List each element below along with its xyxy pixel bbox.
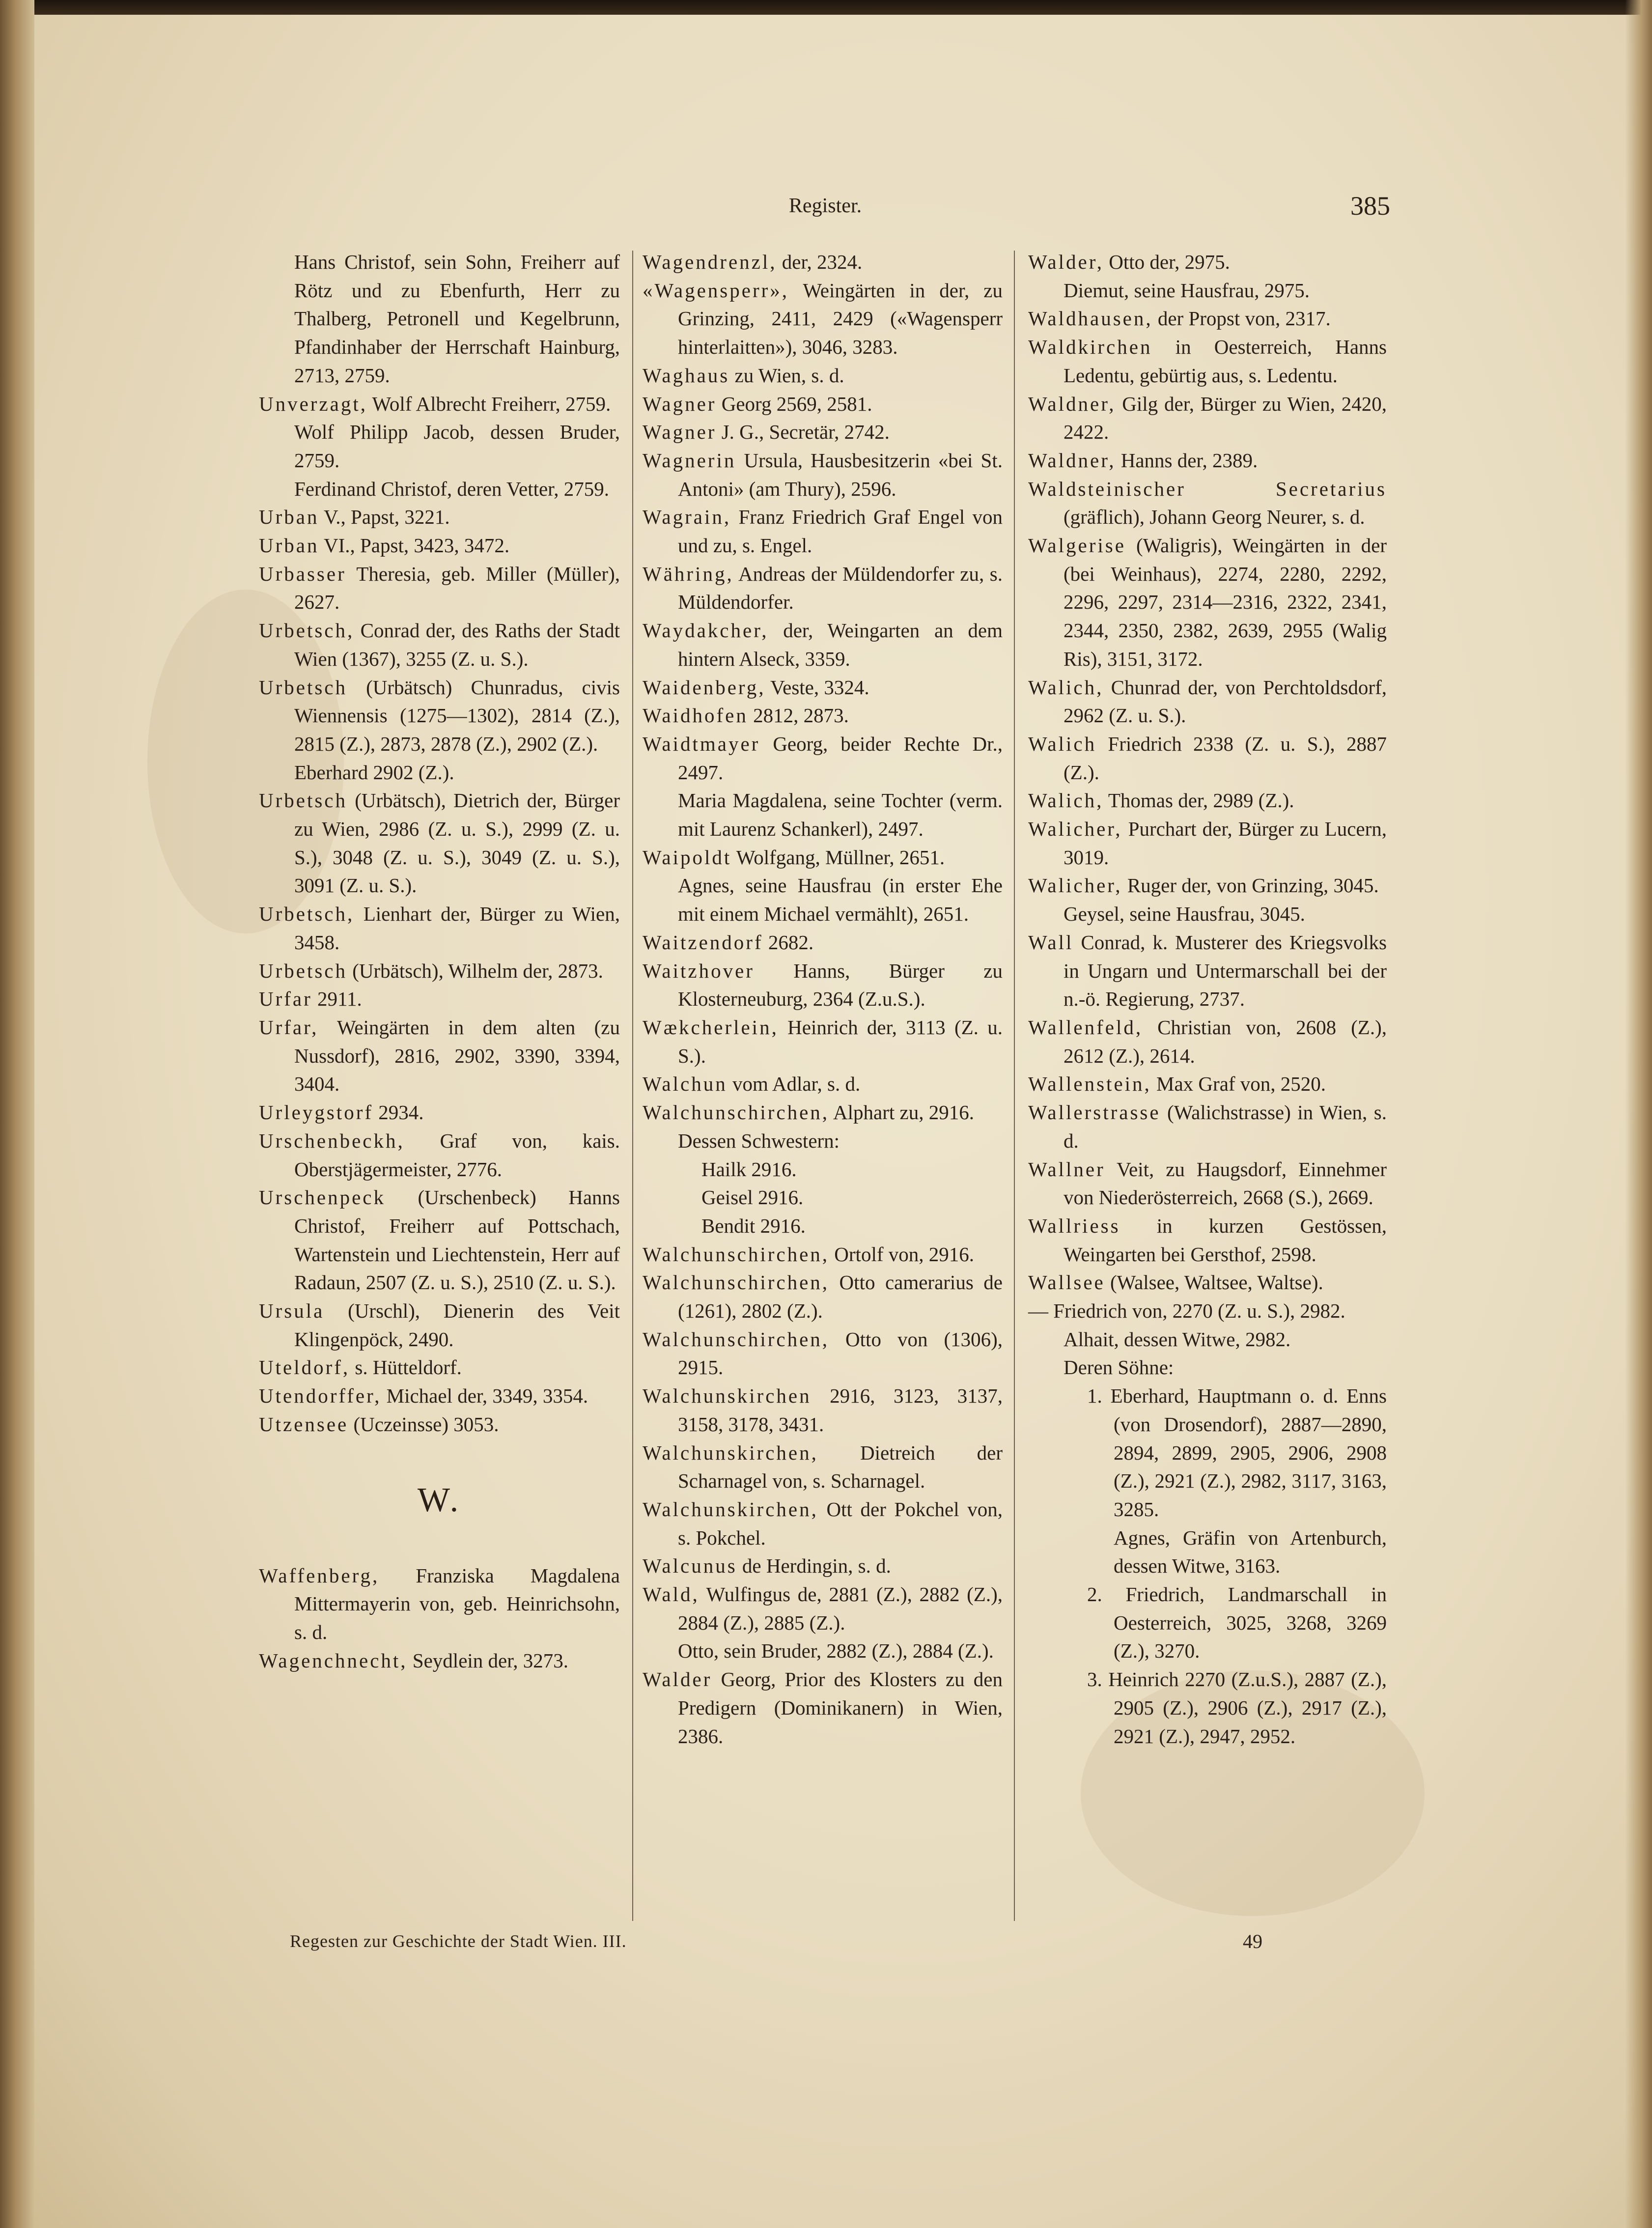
- index-entry-heading: Walicher,: [1028, 874, 1122, 897]
- index-entry-text: Otto, sein Bruder, 2882 (Z.), 2884 (Z.).: [678, 1639, 994, 1663]
- index-entry: [643, 1099, 1003, 1127]
- index-entry-heading: Uteldorf,: [259, 1356, 350, 1379]
- index-entry-text: Graf von, kais. Oberstjägermeister, 2776.: [294, 1129, 620, 1181]
- index-entry: [259, 759, 620, 787]
- index-entry: [643, 277, 1003, 362]
- index-column-1: [259, 248, 620, 1675]
- index-entry-text: Geisel 2916.: [701, 1186, 804, 1209]
- index-entry-heading: Wagrain,: [643, 506, 731, 529]
- index-entry-heading: Wald,: [643, 1583, 700, 1606]
- index-entry-text: Wolfgang, Müllner, 2651.: [731, 846, 945, 869]
- index-entry-text: Hans Christof, sein Sohn, Freiherr auf Rötz und zu Ebenfurth, Herr zu Thalberg, Petronell und Kegelbrunn, Pfandinhaber der Herrschaft Hainburg, 2713, 2759.: [294, 251, 620, 387]
- index-entry: [643, 1580, 1003, 1637]
- index-entry-heading: Ursula: [259, 1299, 325, 1323]
- index-entry-text: Conrad, k. Musterer des Kriegsvolks in Ungarn und Untermarschall bei der n.-ö. Regierung, 2737.: [1064, 931, 1387, 1011]
- footer-title: Regesten zur Geschichte der Stadt Wien. III.: [290, 1931, 627, 1951]
- index-entry-heading: Walchunskirchen: [643, 1384, 812, 1408]
- index-entry-text: s. Hütteldorf.: [350, 1356, 462, 1379]
- index-column-3: [1028, 248, 1387, 1750]
- index-entry-text: Eberhard 2902 (Z.).: [294, 761, 454, 784]
- index-entry-text: Hailk 2916.: [701, 1157, 797, 1181]
- index-entries-u: [259, 248, 620, 1439]
- index-entry-heading: Wagenchnecht,: [259, 1649, 408, 1672]
- section-letter: W.: [417, 1481, 462, 1519]
- index-entry-heading: Wagner: [643, 421, 717, 444]
- index-entry-text: Ott der Pokchel von, s. Pokchel.: [678, 1497, 1003, 1549]
- index-entry: [259, 1410, 620, 1439]
- index-entry-text: 2934.: [373, 1101, 424, 1124]
- index-entry: [643, 617, 1003, 673]
- index-entry: [1028, 1156, 1387, 1212]
- index-entry-heading: Waidtmayer: [643, 732, 760, 755]
- index-entry: [643, 730, 1003, 787]
- index-entry: [1028, 929, 1387, 1014]
- index-entry: [1028, 1524, 1387, 1580]
- index-entry-heading: Urbetsch,: [259, 619, 355, 642]
- index-entry: [643, 844, 1003, 872]
- index-entry-text: in Oesterreich, Hanns Ledentu, gebürtig aus, s. Ledentu.: [1064, 336, 1387, 387]
- index-entry-heading: Währing,: [643, 562, 734, 585]
- index-entry-text: Seydlein der, 3273.: [407, 1649, 568, 1672]
- index-entry-heading: Utzensee: [259, 1412, 349, 1436]
- index-entry: [259, 1562, 620, 1647]
- index-entry-text: Thomas der, 2989 (Z.).: [1103, 789, 1294, 812]
- index-entry-heading: Urban: [259, 534, 319, 557]
- index-entry: [643, 248, 1003, 277]
- index-entry-text: Weingärten in dem alten (zu Nussdorf), 2816, 2902, 3390, 3394, 3404.: [294, 1015, 620, 1096]
- index-entry: [643, 1241, 1003, 1269]
- index-entry-heading: Waldkirchen: [1028, 336, 1152, 359]
- index-entry-text: der, 2324.: [777, 251, 863, 273]
- index-entry-heading: Urfar: [259, 987, 312, 1011]
- index-entry: [259, 617, 620, 673]
- index-entry-text: Maria Magdalena, seine Tochter (verm. mit Laurenz Schankerl), 2497.: [678, 789, 1003, 841]
- index-entry-heading: Walgerise: [1028, 534, 1126, 557]
- index-entry-text: Diemut, seine Hausfrau, 2975.: [1064, 279, 1310, 302]
- index-entry-text: Heinrich der, 3113 (Z. u. S.).: [678, 1015, 1003, 1067]
- index-entry-heading: Wallenstein,: [1028, 1072, 1151, 1096]
- index-entry: [259, 1184, 620, 1297]
- index-entry-text: der, Weingarten an dem hintern Alseck, 3359.: [678, 619, 1003, 670]
- index-entry: [643, 957, 1003, 1014]
- index-entry: [643, 1637, 1003, 1665]
- index-entry-text: Wulfingus de, 2881 (Z.), 2882 (Z.), 2884 (Z.), 2885 (Z.).: [678, 1583, 1003, 1634]
- index-column-2: [643, 248, 1003, 1750]
- index-entry-heading: Walder: [643, 1668, 712, 1691]
- index-entry-text: (Urbätsch), Wilhelm der, 2873.: [347, 959, 603, 982]
- index-entry: [643, 560, 1003, 617]
- index-entries-w: [259, 1562, 620, 1675]
- index-entry: [643, 929, 1003, 957]
- index-entry-heading: Walich,: [1028, 676, 1104, 699]
- index-entry-text: (gräflich), Johann Georg Neurer, s. d.: [1064, 506, 1365, 529]
- index-entry-heading: Waldner,: [1028, 449, 1116, 472]
- index-entry: [1028, 1382, 1387, 1524]
- index-entry-text: der Propst von, 2317.: [1152, 307, 1331, 330]
- index-entry-heading: Walchunschirchen,: [643, 1327, 830, 1351]
- index-entry-heading: Wall: [1028, 931, 1074, 954]
- index-entry: [643, 1014, 1003, 1070]
- index-entry: [259, 1647, 620, 1675]
- index-entry: [1028, 1212, 1387, 1269]
- index-entry-text: in kurzen Gestössen, Weingarten bei Gersthof, 2598.: [1064, 1214, 1387, 1266]
- index-entry-text: Georg, Prior des Klosters zu den Predigern (Dominikanern) in Wien, 2386.: [678, 1668, 1003, 1748]
- index-entry: [1028, 333, 1387, 390]
- index-entry: [643, 702, 1003, 730]
- index-entry: [259, 1014, 620, 1099]
- index-entry-text: Wolf Albrecht Freiherr, 2759.: [367, 392, 611, 415]
- index-entry-text: Otto von (1306), 2915.: [678, 1327, 1003, 1379]
- index-entry: [1028, 1326, 1387, 1354]
- index-entry: [643, 1665, 1003, 1750]
- index-entry-text: Andreas der Müldendorfer zu, s. Müldendorfer.: [678, 562, 1003, 614]
- index-entry: [1028, 277, 1387, 305]
- index-entry-heading: Walicher,: [1028, 818, 1122, 841]
- index-entry: [1028, 1354, 1387, 1382]
- index-entry-text: Conrad der, des Raths der Stadt Wien (1367), 3255 (Z. u. S.).: [294, 619, 620, 670]
- index-entry-text: 3. Heinrich 2270 (Z.u.S.), 2887 (Z.), 2905 (Z.), 2906 (Z.), 2917 (Z.), 2921 (Z.), 2947, 2952.: [1087, 1668, 1387, 1748]
- signature-mark: 49: [1243, 1930, 1262, 1952]
- index-entry-text: Veit, zu Haugsdorf, Einnehmer von Niederösterreich, 2668 (S.), 2669.: [1064, 1157, 1387, 1209]
- index-entry-heading: Waffenberg,: [259, 1564, 380, 1587]
- index-entry: [1028, 390, 1387, 447]
- column-rule: [1014, 251, 1015, 1921]
- index-entry: [259, 1382, 620, 1410]
- index-entry-heading: Utendorffer,: [259, 1384, 382, 1408]
- index-entry-heading: Waldsteinischer Secretarius: [1028, 477, 1387, 500]
- index-entry-text: Dietreich der Scharnagel von, s. Scharnagel.: [678, 1441, 1003, 1493]
- index-entry: [1028, 1580, 1387, 1665]
- index-entry-heading: Urleygstorf: [259, 1101, 374, 1124]
- index-entry: [643, 1495, 1003, 1552]
- index-entry: [643, 1326, 1003, 1382]
- index-entry-text: de Herdingin, s. d.: [737, 1554, 891, 1578]
- index-entry-heading: Walchun: [643, 1072, 728, 1096]
- index-entry-text: Franziska Magdalena Mittermayerin von, geb. Heinrichsohn, s. d.: [294, 1564, 620, 1643]
- index-entry: [259, 900, 620, 957]
- index-entry: [1028, 532, 1387, 674]
- index-entry: [643, 418, 1003, 447]
- index-entry: [259, 1354, 620, 1382]
- index-entry-text: J. G., Secretär, 2742.: [716, 421, 890, 444]
- index-entry: [259, 560, 620, 617]
- index-entry-heading: Urschenpeck: [259, 1186, 386, 1209]
- index-entry: [1028, 1014, 1387, 1070]
- index-entry-text: (Waligris), Weingärten in der (bei Weinhaus), 2274, 2280, 2292, 2296, 2297, 2314—2316, 2322, 2341, 2344, 2350, 2382, 2639, 2955 (Walig Ris), 3151, 3172.: [1064, 534, 1387, 670]
- index-entry: [643, 1269, 1003, 1325]
- index-entry-heading: Urbetsch: [259, 789, 348, 812]
- index-entry: [1028, 248, 1387, 277]
- index-entry-heading: Wallsee: [1028, 1271, 1105, 1294]
- index-entry: [1028, 872, 1387, 900]
- index-entry-heading: Urbasser: [259, 562, 346, 585]
- index-entry-text: Hanns, Bürger zu Klosterneuburg, 2364 (Z.u.S.).: [678, 959, 1003, 1011]
- index-entry-heading: Unverzagt,: [259, 392, 367, 415]
- page-edge-shadow: [1625, 0, 1652, 2228]
- index-entry-heading: Walchunskirchen,: [643, 1497, 818, 1521]
- index-entry: [1028, 815, 1387, 872]
- index-entry: [259, 1099, 620, 1127]
- index-entry: [1028, 674, 1387, 730]
- index-entry-text: Theresia, geb. Miller (Müller), 2627.: [294, 562, 620, 614]
- index-entry-heading: Urbetsch: [259, 676, 348, 699]
- index-entry-heading: Waldhausen,: [1028, 307, 1153, 330]
- index-entry-text: Franz Friedrich Graf Engel von und zu, s. Engel.: [678, 506, 1003, 557]
- index-entry-text: Chunrad der, von Perchtoldsdorf, 2962 (Z. u. S.).: [1064, 676, 1387, 727]
- index-entry-heading: «Wagensperr»,: [643, 279, 789, 302]
- index-entry: [259, 985, 620, 1014]
- index-entry-heading: Waydakcher,: [643, 619, 769, 642]
- index-entry-text: Bendit 2916.: [701, 1214, 806, 1237]
- index-entry: [1028, 1269, 1387, 1297]
- index-entry-heading: Wagner: [643, 392, 717, 415]
- index-entry: [1028, 305, 1387, 333]
- index-entry-text: Otto der, 2975.: [1103, 251, 1230, 273]
- index-entry-text: (Uczeinsse) 3053.: [348, 1412, 499, 1436]
- index-entry: [1028, 447, 1387, 475]
- index-entry-heading: Waghaus: [643, 364, 730, 387]
- index-entry-text: 2911.: [312, 987, 362, 1011]
- index-entry: [643, 674, 1003, 702]
- index-entry-heading: Urschenbeckh,: [259, 1129, 405, 1152]
- index-entry-heading: Walder,: [1028, 251, 1104, 273]
- index-entry-text: Michael der, 3349, 3354.: [381, 1384, 588, 1408]
- index-entry-text: 2. Friedrich, Landmarschall in Oesterreich, 3025, 3268, 3269 (Z.), 3270.: [1087, 1583, 1387, 1663]
- index-entry: [259, 957, 620, 986]
- index-entry-text: Gilg der, Bürger zu Wien, 2420, 2422.: [1064, 392, 1387, 444]
- index-entry-text: VI., Papst, 3423, 3472.: [319, 534, 510, 557]
- index-entry: [643, 447, 1003, 503]
- index-entry: [1028, 1070, 1387, 1099]
- index-entry-heading: Wagendrenzl,: [643, 251, 777, 273]
- index-entry-text: Alphart zu, 2916.: [829, 1101, 974, 1124]
- index-entry: [259, 248, 620, 390]
- index-entry-heading: Waipoldt: [643, 846, 732, 869]
- index-entry: [643, 390, 1003, 419]
- index-entry-text: Ferdinand Christof, deren Vetter, 2759.: [294, 477, 609, 500]
- index-entry-text: 2812, 2873.: [748, 704, 849, 727]
- index-entry-heading: Walcunus: [643, 1554, 737, 1578]
- index-entry-heading: Urfar,: [259, 1015, 319, 1039]
- running-head: Register.: [788, 195, 862, 217]
- index-entry: [643, 1127, 1003, 1156]
- index-entry-text: vom Adlar, s. d.: [727, 1072, 861, 1096]
- index-entry-heading: Waitzendorf: [643, 931, 763, 954]
- index-entry-text: Purchart der, Bürger zu Lucern, 3019.: [1064, 818, 1387, 869]
- index-entry: [643, 1070, 1003, 1099]
- index-entry: [643, 787, 1003, 843]
- index-entry-text: Agnes, seine Hausfrau (in erster Ehe mit einem Michael vermählt), 2651.: [678, 874, 1003, 926]
- index-entry-text: (Urschenbeck) Hanns Christof, Freiherr auf Pottschach, Wartenstein und Liechtenstein, Herr auf Radaun, 2507 (Z. u. S.), 2510 (Z. u. S.).: [294, 1186, 620, 1294]
- index-entry-heading: Wækcherlein,: [643, 1015, 779, 1039]
- index-entry-text: Agnes, Gräfin von Artenburch, dessen Witwe, 3163.: [1114, 1526, 1387, 1578]
- index-entry-text: Geysel, seine Hausfrau, 3045.: [1064, 902, 1305, 926]
- index-entry-text: Max Graf von, 2520.: [1151, 1072, 1326, 1096]
- column-rule: [632, 251, 633, 1921]
- index-entry-heading: Waidenberg,: [643, 676, 766, 699]
- index-entry-text: (Walichstrasse) in Wien, s. d.: [1064, 1101, 1387, 1152]
- index-entry: [259, 1297, 620, 1354]
- index-entry-text: Alhait, dessen Witwe, 2982.: [1064, 1327, 1291, 1351]
- book-spine-shadow: [0, 0, 34, 2228]
- index-entry-heading: Wallerstrasse: [1028, 1101, 1161, 1124]
- index-entry-text: 2916, 3123, 3137, 3158, 3178, 3431.: [678, 1384, 1003, 1436]
- index-entry: [1028, 1099, 1387, 1155]
- index-entry-heading: Waitzhover: [643, 959, 755, 982]
- index-entry: [259, 674, 620, 759]
- index-entry: [259, 1127, 620, 1184]
- index-entry-text: Georg, beider Rechte Dr., 2497.: [678, 732, 1003, 784]
- index-entry-text: (Urschl), Dienerin des Veit Klingenpöck, 2490.: [294, 1299, 620, 1351]
- index-entry: [643, 1439, 1003, 1495]
- index-entry-heading: Wallner: [1028, 1157, 1105, 1181]
- index-entry: [1028, 730, 1387, 787]
- index-entry-heading: Walchunschirchen,: [643, 1271, 830, 1294]
- index-entry: [1028, 900, 1387, 929]
- index-entry: [643, 1212, 1003, 1241]
- index-entry: [259, 787, 620, 900]
- index-entry: [643, 1382, 1003, 1438]
- top-dark-band: [0, 0, 1652, 15]
- index-entry-heading: Walchunschirchen,: [643, 1101, 830, 1124]
- index-entry: [1028, 475, 1387, 532]
- index-entry-text: Ruger der, von Grinzing, 3045.: [1122, 874, 1379, 897]
- index-entry: [259, 418, 620, 475]
- index-entry-text: (Urbätsch) Chunradus, civis Wiennensis (1275—1302), 2814 (Z.), 2815 (Z.), 2873, 2878 (Z.), 2902 (Z.).: [294, 676, 620, 755]
- index-entry-text: Hanns der, 2389.: [1116, 449, 1258, 472]
- index-entry-text: Wolf Philipp Jacob, dessen Bruder, 2759.: [294, 421, 620, 472]
- index-entry-heading: Wallriess: [1028, 1214, 1120, 1237]
- index-entry-text: Ortolf von, 2916.: [829, 1242, 974, 1266]
- index-entry-text: 1. Eberhard, Hauptmann o. d. Enns (von Drosendorf), 2887—2890, 2894, 2899, 2905, 2906, 2908 (Z.), 2921 (Z.), 2982, 3117, 3163, 3285.: [1087, 1384, 1387, 1521]
- index-entry-text: zu Wien, s. d.: [729, 364, 844, 387]
- index-entry-text: Otto camerarius de (1261), 2802 (Z.).: [678, 1271, 1003, 1323]
- index-entry-heading: Urban: [259, 506, 319, 529]
- index-entry-text: V., Papst, 3221.: [319, 506, 450, 529]
- index-entry: [643, 362, 1003, 390]
- index-entry-heading: Walich: [1028, 732, 1097, 755]
- index-entry-text: Lienhart der, Bürger zu Wien, 3458.: [294, 902, 620, 954]
- index-entry-heading: Waidhofen: [643, 704, 748, 727]
- index-entry-heading: Wallenfeld,: [1028, 1015, 1143, 1039]
- index-entry-heading: Wagnerin: [643, 449, 736, 472]
- index-entry-text: — Friedrich von, 2270 (Z. u. S.), 2982.: [1028, 1299, 1345, 1323]
- index-entry-heading: Waldner,: [1028, 392, 1116, 415]
- index-entry: [259, 475, 620, 504]
- index-entry: [1028, 1297, 1387, 1326]
- index-entry: [643, 1156, 1003, 1184]
- index-entry-text: 2682.: [763, 931, 814, 954]
- index-entry: [1028, 787, 1387, 815]
- index-entry-heading: Walchunschirchen,: [643, 1242, 830, 1266]
- index-entry-text: Friedrich 2338 (Z. u. S.), 2887 (Z.).: [1064, 732, 1387, 784]
- index-entry: [643, 503, 1003, 560]
- index-entry-heading: Walich,: [1028, 789, 1104, 812]
- index-entry-text: (Urbätsch), Dietrich der, Bürger zu Wien, 2986 (Z. u. S.), 2999 (Z. u. S.), 3048 (Z. u. S.), 3049 (Z. u. S.), 3091 (Z. u. S.).: [294, 789, 620, 897]
- index-entry: [259, 503, 620, 532]
- index-entry: [643, 872, 1003, 928]
- index-entry-text: Ursula, Hausbesitzerin «bei St. Antoni» (am Thury), 2596.: [678, 449, 1003, 500]
- page-number: 385: [1350, 191, 1390, 221]
- index-entry-text: Weingärten in der, zu Grinzing, 2411, 2429 («Wagensperr hinterlaitten»), 3046, 3283.: [678, 279, 1003, 359]
- index-entry: [259, 532, 620, 560]
- index-entry: [643, 1184, 1003, 1212]
- index-entry-text: Veste, 3324.: [765, 676, 869, 699]
- index-entry-heading: Urbetsch,: [259, 902, 355, 926]
- index-entry-text: Deren Söhne:: [1064, 1356, 1174, 1379]
- index-entry-text: Georg 2569, 2581.: [716, 392, 872, 415]
- index-entry-text: Christian von, 2608 (Z.), 2612 (Z.), 2614.: [1064, 1015, 1387, 1067]
- index-entry-heading: Urbetsch: [259, 959, 348, 982]
- index-entry-text: (Walsee, Waltsee, Waltse).: [1105, 1271, 1323, 1294]
- index-entry-heading: Walchunskirchen,: [643, 1441, 818, 1464]
- index-entry: [643, 1552, 1003, 1580]
- index-entry: [1028, 1665, 1387, 1750]
- index-entry-text: Dessen Schwestern:: [678, 1129, 840, 1152]
- index-entry: [259, 390, 620, 419]
